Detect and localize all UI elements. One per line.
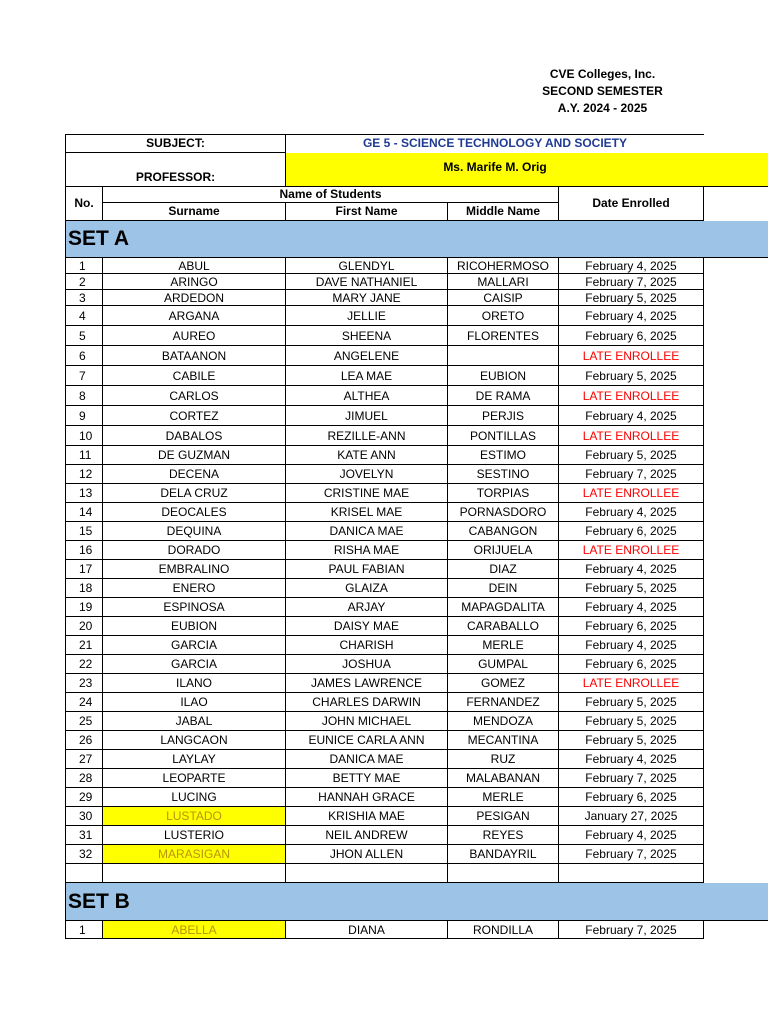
surname-cell[interactable]: DORADO (103, 541, 286, 560)
row-number[interactable]: 18 (66, 579, 103, 598)
middle-name-cell[interactable]: RONDILLA (448, 921, 559, 939)
table-row (66, 541, 704, 560)
middle-name-cell[interactable]: MALLARI (448, 274, 559, 290)
row-number[interactable]: 14 (66, 503, 103, 522)
table-row (66, 845, 704, 864)
first-name-cell[interactable]: ANGELENE (286, 346, 448, 366)
middle-name-cell[interactable]: MENDOZA (448, 712, 559, 731)
row-number[interactable]: 19 (66, 598, 103, 617)
table-row (66, 406, 704, 426)
row-number[interactable]: 3 (66, 290, 103, 306)
table-row (66, 769, 704, 788)
middle-name-cell[interactable]: MAPAGDALITA (448, 598, 559, 617)
date-enrolled-cell[interactable]: February 4, 2025 (559, 826, 704, 845)
date-enrolled-cell[interactable]: February 6, 2025 (559, 788, 704, 807)
first-name-cell[interactable]: CHARLES DARWIN (286, 693, 448, 712)
row-number[interactable]: 16 (66, 541, 103, 560)
row-number[interactable]: 7 (66, 366, 103, 386)
first-name-cell[interactable]: JELLIE (286, 306, 448, 326)
middle-name-cell[interactable]: RICOHERMOSO (448, 258, 559, 274)
middle-name-cell[interactable]: ORIJUELA (448, 541, 559, 560)
row-number[interactable]: 30 (66, 807, 103, 826)
middle-name-cell[interactable]: RUZ (448, 750, 559, 769)
surname-cell[interactable]: GARCIA (103, 655, 286, 674)
surname-cell[interactable]: CABILE (103, 366, 286, 386)
first-name-cell[interactable]: KRISHIA MAE (286, 807, 448, 826)
table-row (66, 258, 704, 274)
row-number[interactable]: 8 (66, 386, 103, 406)
surname-cell[interactable]: ILAO (103, 693, 286, 712)
middle-name-cell[interactable]: BANDAYRIL (448, 845, 559, 864)
semester-label: SECOND SEMESTER (542, 84, 663, 98)
date-enrolled-cell[interactable]: February 7, 2025 (559, 921, 704, 939)
surname-cell[interactable]: LUSTERIO (103, 826, 286, 845)
surname-cell[interactable]: BATAANON (103, 346, 286, 366)
professor-value[interactable]: Ms. Marife M. Orig (286, 153, 768, 187)
table-row (66, 346, 704, 366)
row-number[interactable]: 25 (66, 712, 103, 731)
date-enrolled-cell[interactable]: February 5, 2025 (559, 579, 704, 598)
first-name-cell[interactable]: DANICA MAE (286, 750, 448, 769)
first-name-cell[interactable]: JAMES LAWRENCE (286, 674, 448, 693)
first-name-cell[interactable]: CRISTINE MAE (286, 484, 448, 503)
first-name-cell[interactable]: PAUL FABIAN (286, 560, 448, 579)
empty-cell[interactable] (559, 864, 704, 883)
row-number[interactable]: 12 (66, 465, 103, 484)
date-enrolled-cell[interactable]: February 4, 2025 (559, 503, 704, 522)
surname-cell[interactable]: ABELLA (103, 921, 286, 939)
info-header-block (65, 134, 768, 258)
set-b-table (65, 921, 703, 939)
date-enrolled-cell[interactable]: February 5, 2025 (559, 693, 704, 712)
col-header-first-name: First Name (286, 203, 448, 221)
table-row (66, 465, 704, 484)
row-number[interactable]: 29 (66, 788, 103, 807)
first-name-cell[interactable]: DAVE NATHANIEL (286, 274, 448, 290)
table-row (66, 446, 704, 465)
middle-name-cell[interactable]: PERJIS (448, 406, 559, 426)
table-row (66, 826, 704, 845)
row-number[interactable]: 23 (66, 674, 103, 693)
date-enrolled-cell[interactable]: February 5, 2025 (559, 366, 704, 386)
row-number[interactable]: 1 (66, 258, 103, 274)
date-enrolled-cell[interactable]: February 4, 2025 (559, 750, 704, 769)
row-number[interactable]: 5 (66, 326, 103, 346)
set-b-title: SET B (65, 883, 768, 921)
empty-cell[interactable] (286, 864, 448, 883)
date-enrolled-cell[interactable]: February 5, 2025 (559, 446, 704, 465)
first-name-cell[interactable]: KATE ANN (286, 446, 448, 465)
row-number[interactable]: 13 (66, 484, 103, 503)
table-row (66, 693, 704, 712)
middle-name-cell[interactable]: CABANGON (448, 522, 559, 541)
table-row (66, 274, 704, 290)
row-number[interactable]: 4 (66, 306, 103, 326)
empty-cell[interactable] (103, 864, 286, 883)
empty-cell[interactable] (448, 864, 559, 883)
row-number[interactable]: 11 (66, 446, 103, 465)
col-header-middle-name: Middle Name (448, 203, 559, 221)
table-row (66, 522, 704, 541)
date-enrolled-cell[interactable]: LATE ENROLLEE (559, 674, 704, 693)
first-name-cell[interactable]: ARJAY (286, 598, 448, 617)
empty-cell[interactable] (66, 864, 103, 883)
date-enrolled-cell[interactable]: February 6, 2025 (559, 522, 704, 541)
middle-name-cell[interactable]: FERNANDEZ (448, 693, 559, 712)
first-name-cell[interactable]: DAISY MAE (286, 617, 448, 636)
table-row (66, 807, 704, 826)
surname-cell[interactable]: DECENA (103, 465, 286, 484)
row-number[interactable]: 20 (66, 617, 103, 636)
first-name-cell[interactable]: LEA MAE (286, 366, 448, 386)
row-number[interactable]: 9 (66, 406, 103, 426)
first-name-cell[interactable]: ALTHEA (286, 386, 448, 406)
date-enrolled-cell[interactable]: February 7, 2025 (559, 769, 704, 788)
date-enrolled-cell[interactable]: LATE ENROLLEE (559, 426, 704, 446)
first-name-cell[interactable]: JHON ALLEN (286, 845, 448, 864)
middle-name-cell[interactable]: PORNASDORO (448, 503, 559, 522)
date-enrolled-cell[interactable]: February 7, 2025 (559, 845, 704, 864)
table-row (66, 598, 704, 617)
row-number[interactable]: 1 (66, 921, 103, 939)
middle-name-cell[interactable]: PONTILLAS (448, 426, 559, 446)
professor-label: PROFESSOR: (66, 153, 286, 187)
middle-name-cell[interactable]: CAISIP (448, 290, 559, 306)
middle-name-cell[interactable]: DIAZ (448, 560, 559, 579)
row-number[interactable]: 21 (66, 636, 103, 655)
surname-cell[interactable]: GARCIA (103, 636, 286, 655)
middle-name-cell[interactable]: EUBION (448, 366, 559, 386)
row-number[interactable]: 27 (66, 750, 103, 769)
middle-name-cell[interactable]: FLORENTES (448, 326, 559, 346)
date-enrolled-cell[interactable]: February 6, 2025 (559, 617, 704, 636)
surname-cell[interactable]: DEOCALES (103, 503, 286, 522)
row-number[interactable]: 32 (66, 845, 103, 864)
surname-cell[interactable]: LEOPARTE (103, 769, 286, 788)
date-enrolled-cell[interactable]: February 4, 2025 (559, 406, 704, 426)
surname-cell[interactable]: CARLOS (103, 386, 286, 406)
middle-name-cell[interactable]: DE RAMA (448, 386, 559, 406)
table-row (66, 674, 704, 693)
table-row (66, 921, 704, 939)
date-enrolled-cell[interactable]: February 6, 2025 (559, 326, 704, 346)
surname-cell[interactable]: EUBION (103, 617, 286, 636)
first-name-cell[interactable]: JOHN MICHAEL (286, 712, 448, 731)
middle-name-cell[interactable]: GOMEZ (448, 674, 559, 693)
surname-cell[interactable]: ENERO (103, 579, 286, 598)
date-enrolled-cell[interactable]: February 4, 2025 (559, 598, 704, 617)
row-number[interactable]: 15 (66, 522, 103, 541)
surname-cell[interactable]: DE GUZMAN (103, 446, 286, 465)
set-a-title: SET A (66, 221, 768, 258)
surname-cell[interactable]: ARGANA (103, 306, 286, 326)
table-row (66, 788, 704, 807)
table-row (66, 484, 704, 503)
first-name-cell[interactable]: MARY JANE (286, 290, 448, 306)
date-enrolled-cell[interactable]: February 4, 2025 (559, 560, 704, 579)
first-name-cell[interactable]: SHEENA (286, 326, 448, 346)
table-row (66, 750, 704, 769)
first-name-cell[interactable]: NEIL ANDREW (286, 826, 448, 845)
surname-cell[interactable]: EMBRALINO (103, 560, 286, 579)
first-name-cell[interactable]: JOVELYN (286, 465, 448, 484)
table-row (66, 560, 704, 579)
surname-cell[interactable]: ILANO (103, 674, 286, 693)
date-enrolled-cell[interactable]: February 4, 2025 (559, 636, 704, 655)
middle-name-cell[interactable]: PESIGAN (448, 807, 559, 826)
row-number[interactable]: 22 (66, 655, 103, 674)
date-enrolled-cell[interactable]: LATE ENROLLEE (559, 541, 704, 560)
first-name-cell[interactable]: DANICA MAE (286, 522, 448, 541)
surname-cell[interactable]: DELA CRUZ (103, 484, 286, 503)
table-row (66, 712, 704, 731)
col-header-name-group: Name of Students (103, 187, 559, 203)
middle-name-cell[interactable]: ORETO (448, 306, 559, 326)
table-row (66, 426, 704, 446)
date-enrolled-cell[interactable]: February 5, 2025 (559, 712, 704, 731)
first-name-cell[interactable]: RISHA MAE (286, 541, 448, 560)
table-row (66, 655, 704, 674)
col-header-surname: Surname (103, 203, 286, 221)
surname-cell[interactable]: LAYLAY (103, 750, 286, 769)
surname-cell[interactable]: MARASIGAN (103, 845, 286, 864)
middle-name-cell[interactable]: MECANTINA (448, 731, 559, 750)
date-enrolled-cell[interactable]: January 27, 2025 (559, 807, 704, 826)
surname-cell[interactable]: ABUL (103, 258, 286, 274)
row-number[interactable]: 24 (66, 693, 103, 712)
date-enrolled-cell[interactable]: February 6, 2025 (559, 655, 704, 674)
surname-cell[interactable]: LUCING (103, 788, 286, 807)
table-row (66, 636, 704, 655)
date-enrolled-cell[interactable]: February 4, 2025 (559, 258, 704, 274)
date-enrolled-cell[interactable]: February 7, 2025 (559, 465, 704, 484)
first-name-cell[interactable]: GLAIZA (286, 579, 448, 598)
col-header-date-enrolled: Date Enrolled (559, 187, 704, 221)
surname-cell[interactable]: ARINGO (103, 274, 286, 290)
surname-cell[interactable]: CORTEZ (103, 406, 286, 426)
date-enrolled-cell[interactable]: LATE ENROLLEE (559, 346, 704, 366)
table-row (66, 290, 704, 306)
first-name-cell[interactable]: CHARISH (286, 636, 448, 655)
date-enrolled-cell[interactable]: LATE ENROLLEE (559, 386, 704, 406)
row-number[interactable]: 26 (66, 731, 103, 750)
middle-name-cell[interactable]: SESTINO (448, 465, 559, 484)
row-number[interactable]: 28 (66, 769, 103, 788)
first-name-cell[interactable]: BETTY MAE (286, 769, 448, 788)
date-enrolled-cell[interactable]: February 7, 2025 (559, 274, 704, 290)
middle-name-cell[interactable]: REYES (448, 826, 559, 845)
first-name-cell[interactable]: EUNICE CARLA ANN (286, 731, 448, 750)
surname-cell[interactable]: AUREO (103, 326, 286, 346)
table-row (66, 617, 704, 636)
surname-cell[interactable]: LUSTADO (103, 807, 286, 826)
surname-cell[interactable]: DABALOS (103, 426, 286, 446)
date-enrolled-cell[interactable]: February 5, 2025 (559, 731, 704, 750)
date-enrolled-cell[interactable]: February 5, 2025 (559, 290, 704, 306)
subject-value: GE 5 - SCIENCE TECHNOLOGY AND SOCIETY (362, 136, 628, 150)
date-enrolled-cell[interactable]: February 4, 2025 (559, 306, 704, 326)
table-row (66, 731, 704, 750)
surname-cell[interactable]: DEQUINA (103, 522, 286, 541)
middle-name-cell[interactable]: ESTIMO (448, 446, 559, 465)
empty-row (66, 864, 704, 883)
table-row (66, 386, 704, 406)
middle-name-cell[interactable]: MALABANAN (448, 769, 559, 788)
row-number[interactable]: 10 (66, 426, 103, 446)
middle-name-cell[interactable]: CARABALLO (448, 617, 559, 636)
set-a-table (65, 258, 703, 883)
first-name-cell[interactable]: REZILLE-ANN (286, 426, 448, 446)
middle-name-cell[interactable]: DEIN (448, 579, 559, 598)
col-header-no: No. (66, 187, 103, 221)
row-number[interactable]: 6 (66, 346, 103, 366)
middle-name-cell[interactable]: MERLE (448, 788, 559, 807)
table-row (66, 326, 704, 346)
surname-cell[interactable]: LANGCAON (103, 731, 286, 750)
table-row (66, 306, 704, 326)
first-name-cell[interactable]: JIMUEL (286, 406, 448, 426)
first-name-cell[interactable]: HANNAH GRACE (286, 788, 448, 807)
surname-cell[interactable]: JABAL (103, 712, 286, 731)
surname-cell[interactable]: ARDEDON (103, 290, 286, 306)
table-row (66, 579, 704, 598)
first-name-cell[interactable]: GLENDYL (286, 258, 448, 274)
surname-cell[interactable]: ESPINOSA (103, 598, 286, 617)
row-number[interactable]: 2 (66, 274, 103, 290)
first-name-cell[interactable]: KRISEL MAE (286, 503, 448, 522)
table-row (66, 503, 704, 522)
middle-name-cell[interactable]: TORPIAS (448, 484, 559, 503)
row-number[interactable]: 17 (66, 560, 103, 579)
middle-name-cell[interactable]: MERLE (448, 636, 559, 655)
date-enrolled-cell[interactable]: LATE ENROLLEE (559, 484, 704, 503)
school-name: CVE Colleges, Inc. (549, 67, 656, 81)
table-row (66, 366, 704, 386)
first-name-cell[interactable]: JOSHUA (286, 655, 448, 674)
subject-label: SUBJECT: (66, 134, 286, 153)
first-name-cell[interactable]: DIANA (286, 921, 448, 939)
row-number[interactable]: 31 (66, 826, 103, 845)
middle-name-cell[interactable]: GUMPAL (448, 655, 559, 674)
academic-year-label: A.Y. 2024 - 2025 (557, 101, 648, 115)
middle-name-cell[interactable] (448, 346, 559, 366)
